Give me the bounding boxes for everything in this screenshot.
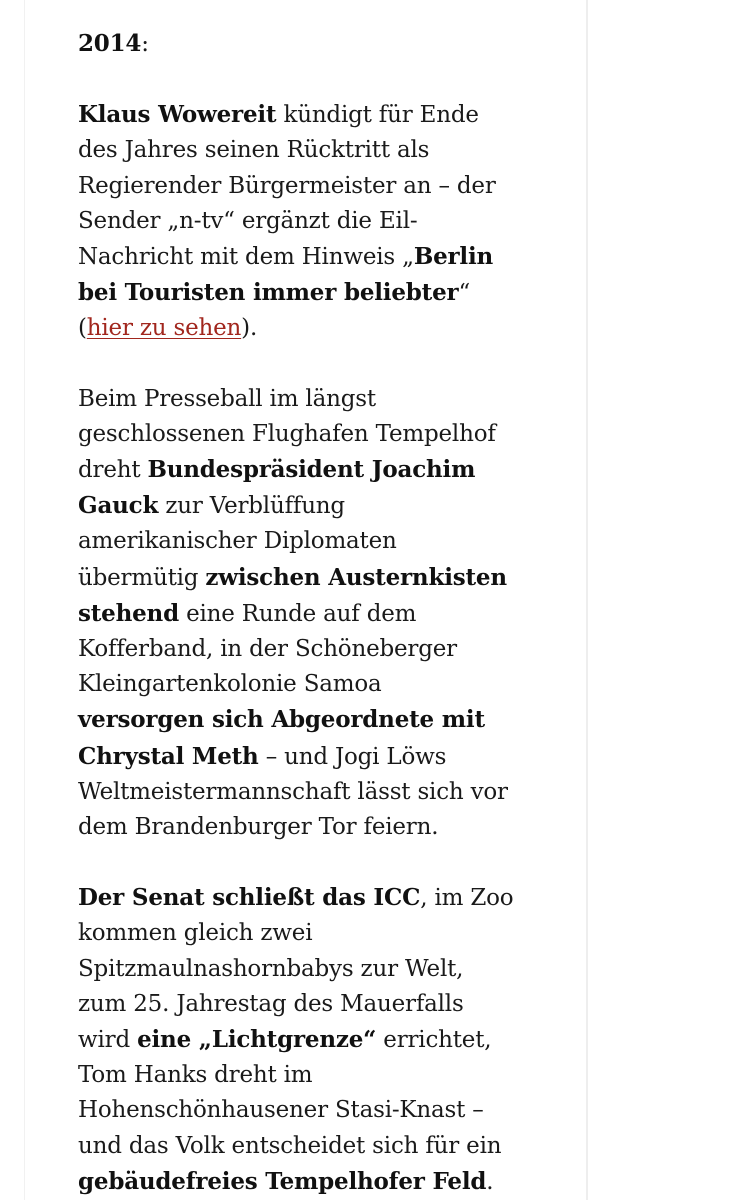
text-line: [78, 452, 568, 488]
text-line: [78, 1093, 568, 1128]
paragraph-presseball: [78, 382, 568, 846]
text-line: [78, 524, 568, 559]
text-line: [78, 916, 568, 951]
text-line: [78, 952, 568, 987]
text: errichtet,: [376, 1027, 492, 1054]
text: Sender „n-tv“ ergänzt die Eil-: [78, 207, 418, 234]
text-line: [78, 239, 568, 275]
text-line: [78, 275, 568, 311]
text: zur Verblüffung: [158, 493, 345, 520]
text-line: [78, 1022, 568, 1058]
text-line: [78, 560, 568, 596]
text: eine Runde auf dem: [178, 600, 417, 627]
year-heading: [78, 26, 568, 62]
text: dem Brandenburger Tor feiern.: [78, 814, 439, 841]
text: übermütig: [78, 564, 206, 591]
text-line: [78, 169, 568, 204]
text: Beim Presseball im längst: [78, 385, 376, 412]
text-line: [78, 1129, 568, 1164]
text-line: [78, 775, 568, 810]
bold-text: Gauck: [78, 492, 159, 520]
bold-text: bei Touristen immer beliebter: [78, 279, 459, 307]
text: und das Volk entscheidet sich für ein: [78, 1132, 502, 1159]
text-line: [78, 311, 568, 346]
text: des Jahres seinen Rücktritt als: [78, 137, 430, 164]
text-line: [78, 596, 568, 632]
text: Regierender Bürgermeister an – der: [78, 172, 496, 199]
text-line: [78, 987, 568, 1022]
text-line: [78, 488, 568, 524]
year-heading-suffix: :: [141, 31, 149, 57]
paragraph-wowereit: [78, 97, 568, 346]
link-hier-zu-sehen[interactable]: hier zu sehen: [86, 315, 242, 342]
bold-text: Bundespräsident Joachim: [147, 456, 476, 484]
text: Kofferband, in der Schöneberger: [78, 636, 457, 663]
text: kommen gleich zwei: [78, 920, 313, 947]
text-line: [78, 632, 568, 667]
text: , im Zoo: [420, 885, 514, 912]
paragraph-list: [78, 97, 568, 1200]
text-line: [78, 133, 568, 168]
bold-text: stehend: [78, 599, 179, 627]
paragraph-senat: [78, 880, 568, 1200]
text: Spitzmaulnashornbabys zur Welt,: [78, 955, 464, 982]
text: amerikanischer Diplomaten: [78, 528, 397, 555]
text-line: [78, 739, 568, 775]
bold-text: eine „Lichtgrenze“: [137, 1026, 377, 1054]
text: kündigt für Ende: [276, 102, 479, 129]
text-line: [78, 204, 568, 239]
text: wird: [78, 1027, 138, 1054]
text: Weltmeistermannschaft lässt sich vor: [78, 778, 508, 805]
bold-text: Klaus Wowereit: [78, 101, 277, 129]
article-column: [24, 0, 588, 1200]
bold-text: Chrystal Meth: [78, 742, 259, 770]
text: “: [458, 280, 471, 307]
text: zum 25. Jahrestag des Mauerfalls: [78, 990, 464, 1017]
bold-text: zwischen Austernkisten: [205, 563, 507, 591]
text-line: [78, 702, 568, 738]
bold-text: gebäudefreies Tempelhofer Feld: [78, 1167, 487, 1195]
text: Tom Hanks dreht im: [78, 1062, 313, 1089]
text-line: [78, 382, 568, 417]
text: ).: [241, 315, 258, 342]
article-body: [78, 26, 568, 1200]
bold-text: Berlin: [413, 243, 494, 271]
text-line: [78, 1058, 568, 1093]
text: Hohenschönhausener Stasi-Knast –: [78, 1097, 484, 1124]
text: (: [78, 315, 87, 342]
text-line: [78, 1164, 568, 1200]
year-heading-year: 2014: [78, 30, 142, 57]
text-line: [78, 880, 568, 916]
text: – und Jogi Löws: [258, 743, 447, 770]
text: Nachricht mit dem Hinweis „: [78, 244, 414, 271]
text: Kleingartenkolonie Samoa: [78, 671, 382, 698]
text-line: [78, 97, 568, 133]
bold-text: Der Senat schließt das ICC: [78, 884, 421, 912]
text-line: [78, 810, 568, 845]
text-line: [78, 667, 568, 702]
text: .: [486, 1168, 494, 1195]
text: geschlossenen Flughafen Tempelhof: [78, 420, 496, 447]
text-line: [78, 417, 568, 452]
bold-text: versorgen sich Abgeordnete mit: [78, 706, 485, 734]
text: dreht: [78, 457, 148, 484]
